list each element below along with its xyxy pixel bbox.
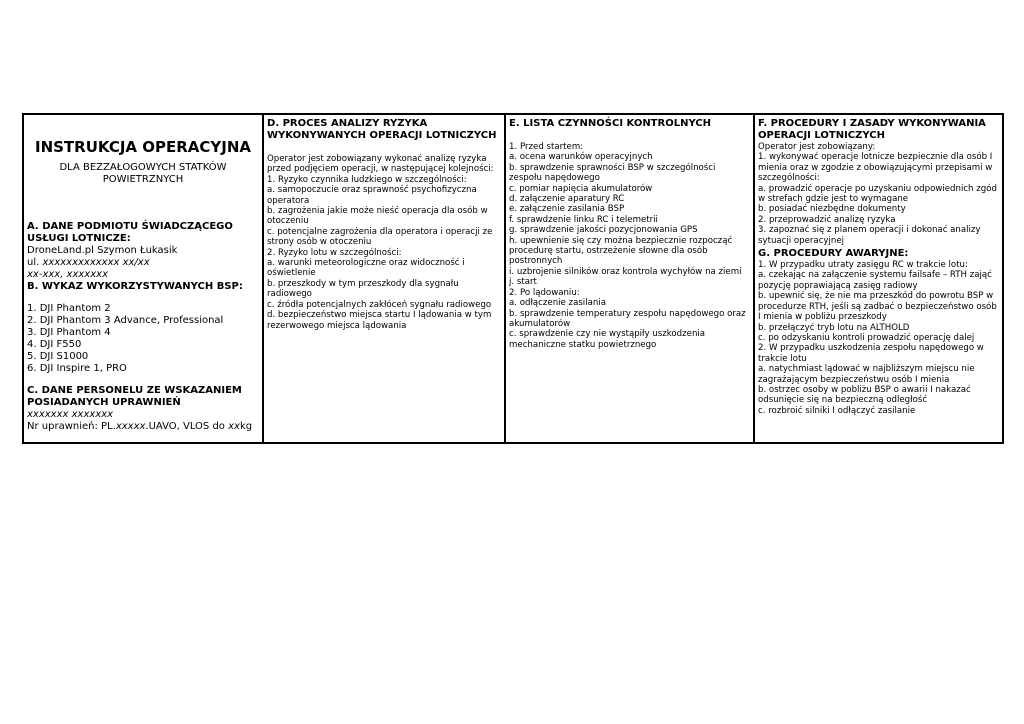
section-e-heading: E. LISTA CZYNNOŚCI KONTROLNYCH [509, 118, 712, 129]
procedure-line: 2. przeprowadzić analizę ryzyka [758, 214, 896, 225]
risk-line: c. źródła potencjalnych zakłóceń sygnału radiowego [267, 299, 492, 310]
license-prefix: Nr uprawnień: PL. [27, 421, 116, 432]
risk-line: Operator jest zobowiązany wykonać analizę ryzyka przed podjęciem operacji, w następującej kolejności: [267, 154, 494, 175]
address-line-2: xx-xxx, xxxxxxx [27, 269, 108, 280]
checklist-line: h. upewnienie się czy można bezpiecznie rozpocząć procedurę startu, ostrzeżenie słowne dla osób postronnych [509, 235, 733, 267]
subtitle-line-2: POWIETRZNYCH [102, 174, 184, 185]
checklist-line: e. załączenie zasilania BSP [509, 204, 625, 215]
checklist-line: i. uzbrojenie silników oraz kontrola wychyłów na ziemi [509, 266, 742, 277]
emergency-line: 2. W przypadku uszkodzenia zespołu napędowego w trakcie lotu [758, 343, 984, 364]
bsp-list-item: 6. DJI Inspire 1, PRO [27, 363, 127, 374]
license-type: .UAVO, VLOS do [145, 421, 229, 432]
emergency-line: b. ostrzec osoby w pobliżu BSP o awarii I nakazać odsunięcie się na bezpieczną odległość [758, 384, 971, 406]
operating-instruction-table [22, 113, 1004, 444]
license-id: xxxxx [115, 421, 146, 432]
document-title: INSTRUKCJA OPERACYJNA [34, 138, 252, 156]
risk-line: 2. Ryzyko lotu w szczególności: [267, 247, 402, 258]
checklist-line: j. start [509, 277, 537, 288]
personnel-name: xxxxxxx xxxxxxx [27, 409, 114, 420]
emergency-line: 1. W przypadku utraty zasięgu RC w trakcie lotu: [758, 260, 968, 271]
checklist-line: g. sprawdzenie jakości pozycjonowania GPS [509, 225, 698, 236]
checklist-line: b. sprawdzenie sprawności BSP w szczególności zespołu napędowego [509, 162, 716, 184]
section-d-heading: D. PROCES ANALIZY RYZYKA WYKONYWANYCH OPERACJI LOTNICZYCH [267, 118, 497, 141]
bsp-list-item: 4. DJI F550 [27, 339, 82, 350]
checklist-line: 2. Po lądowaniu: [509, 287, 580, 298]
section-c-heading: C. DANE PERSONELU ZE WSKAZANIEM POSIADANYCH UPRAWNIEŃ [27, 385, 242, 408]
column-checklist [506, 115, 755, 442]
checklist-line: d. załączenie aparatury RC [509, 194, 625, 205]
license-weight: xx [228, 421, 240, 432]
license-unit: kg [239, 421, 253, 432]
procedure-line: 3. zapoznać się z planem operacji i dokonać analizy sytuacji operacyjnej [758, 225, 981, 246]
emergency-line: a. czekając na załączenie systemu failsafe – RTH zająć pozycję poprawiającą zasięg radiowy [758, 270, 992, 291]
address-street: xxxxxxxxxxxxx xx/xx [42, 257, 150, 268]
company-name: DroneLand.pl Szymon Łukasik [27, 245, 178, 256]
bsp-list-item: 3. DJI Phantom 4 [27, 327, 111, 338]
checklist-line: b. sprawdzenie temperatury zespołu napędowego oraz akumulatorów [509, 308, 746, 329]
address-prefix: ul. [27, 257, 43, 268]
risk-line: d. bezpieczeństwo miejsca startu I lądowania w tym rezerwowego miejsca lądowania [267, 310, 492, 331]
license-number [27, 421, 259, 433]
checklist-line: f. sprawdzenie linku RC i telemetrii [509, 214, 658, 225]
risk-line: b. przeszkody w tym przeszkody dla sygnału radiowego [267, 278, 459, 300]
risk-line: a. samopoczucie oraz sprawność psychofizyczna operatora [267, 185, 477, 206]
bsp-list-item: 2. DJI Phantom 3 Advance, Professional [27, 315, 224, 326]
risk-line: c. potencjalne zagrożenia dla operatora i operacji ze strony osób w otoczeniu [267, 226, 493, 248]
checklist-line: 1. Przed startem: [509, 142, 584, 152]
procedure-line: Operator jest zobowiązany: [758, 142, 876, 152]
emergency-line: b. upewnić się, że nie ma przeszkód do powrotu BSP w procedurze RTH, jeśli są zadbać o bezpieczeństwo osób I mienia w pobliżu przeszkody [758, 291, 997, 323]
risk-line: 1. Ryzyko czynnika ludzkiego w szczególności: [267, 174, 467, 185]
section-f-heading: F. PROCEDURY I ZASADY WYKONYWANIA OPERACJI LOTNICZYCH [758, 118, 986, 141]
checklist-line: a. odłączenie zasilania [509, 298, 606, 309]
risk-line: b. zagrożenia jakie może nieść operacja dla osób w otoczeniu [267, 206, 488, 227]
section-a-heading: A. DANE PODMIOTU ŚWIADCZĄCEGO USŁUGI LOTNICZE: [27, 221, 233, 244]
bsp-list-item: 1. DJI Phantom 2 [27, 303, 111, 314]
procedure-line: b. posiadać niezbędne dokumenty [758, 204, 906, 215]
bsp-list-item: 5. DJI S1000 [27, 351, 89, 362]
checklist-line: c. sprawdzenie czy nie wystąpiły uszkodzenia mechaniczne statku powietrznego [509, 329, 706, 350]
emergency-line: b. przełączyć tryb lotu na ALTHOLD [758, 322, 910, 333]
column-general-info [24, 115, 264, 442]
section-g-heading: G. PROCEDURY AWARYJNE: [758, 248, 909, 260]
document-subtitle [27, 162, 259, 186]
procedure-line: a. prowadzić operacje po uzyskaniu odpowiednich zgód w strefach gdzie jest to wymagane [758, 183, 997, 205]
column-procedures [755, 115, 1002, 442]
emergency-line: c. po odzyskaniu kontroli prowadzić operację dalej [758, 332, 975, 343]
section-b-heading: B. WYKAZ WYKORZYSTYWANYCH BSP: [27, 281, 243, 292]
address-line-1 [27, 257, 259, 269]
bsp-list [27, 303, 259, 375]
column-risk-analysis [264, 115, 506, 442]
subtitle-line-1: DLA BEZZAŁOGOWYCH STATKÓW [59, 162, 227, 173]
emergency-line: a. natychmiast lądować w najbliższym miejscu nie zagrażającym bezpieczeństwu osób I mienia [758, 364, 975, 385]
risk-line: a. warunki meteorologiczne oraz widoczność i oświetlenie [267, 258, 465, 279]
procedure-line: 1. wykonywać operacje lotnicze bezpiecznie dla osób I mienia oraz w zgodzie z obowiązującymi przepisami w szczególności: [758, 152, 993, 184]
emergency-line: c. rozbroić silniki I odłączyć zasilanie [758, 405, 916, 416]
checklist-line: a. ocena warunków operacyjnych [509, 152, 653, 163]
checklist-line: c. pomiar napięcia akumulatorów [509, 183, 653, 194]
